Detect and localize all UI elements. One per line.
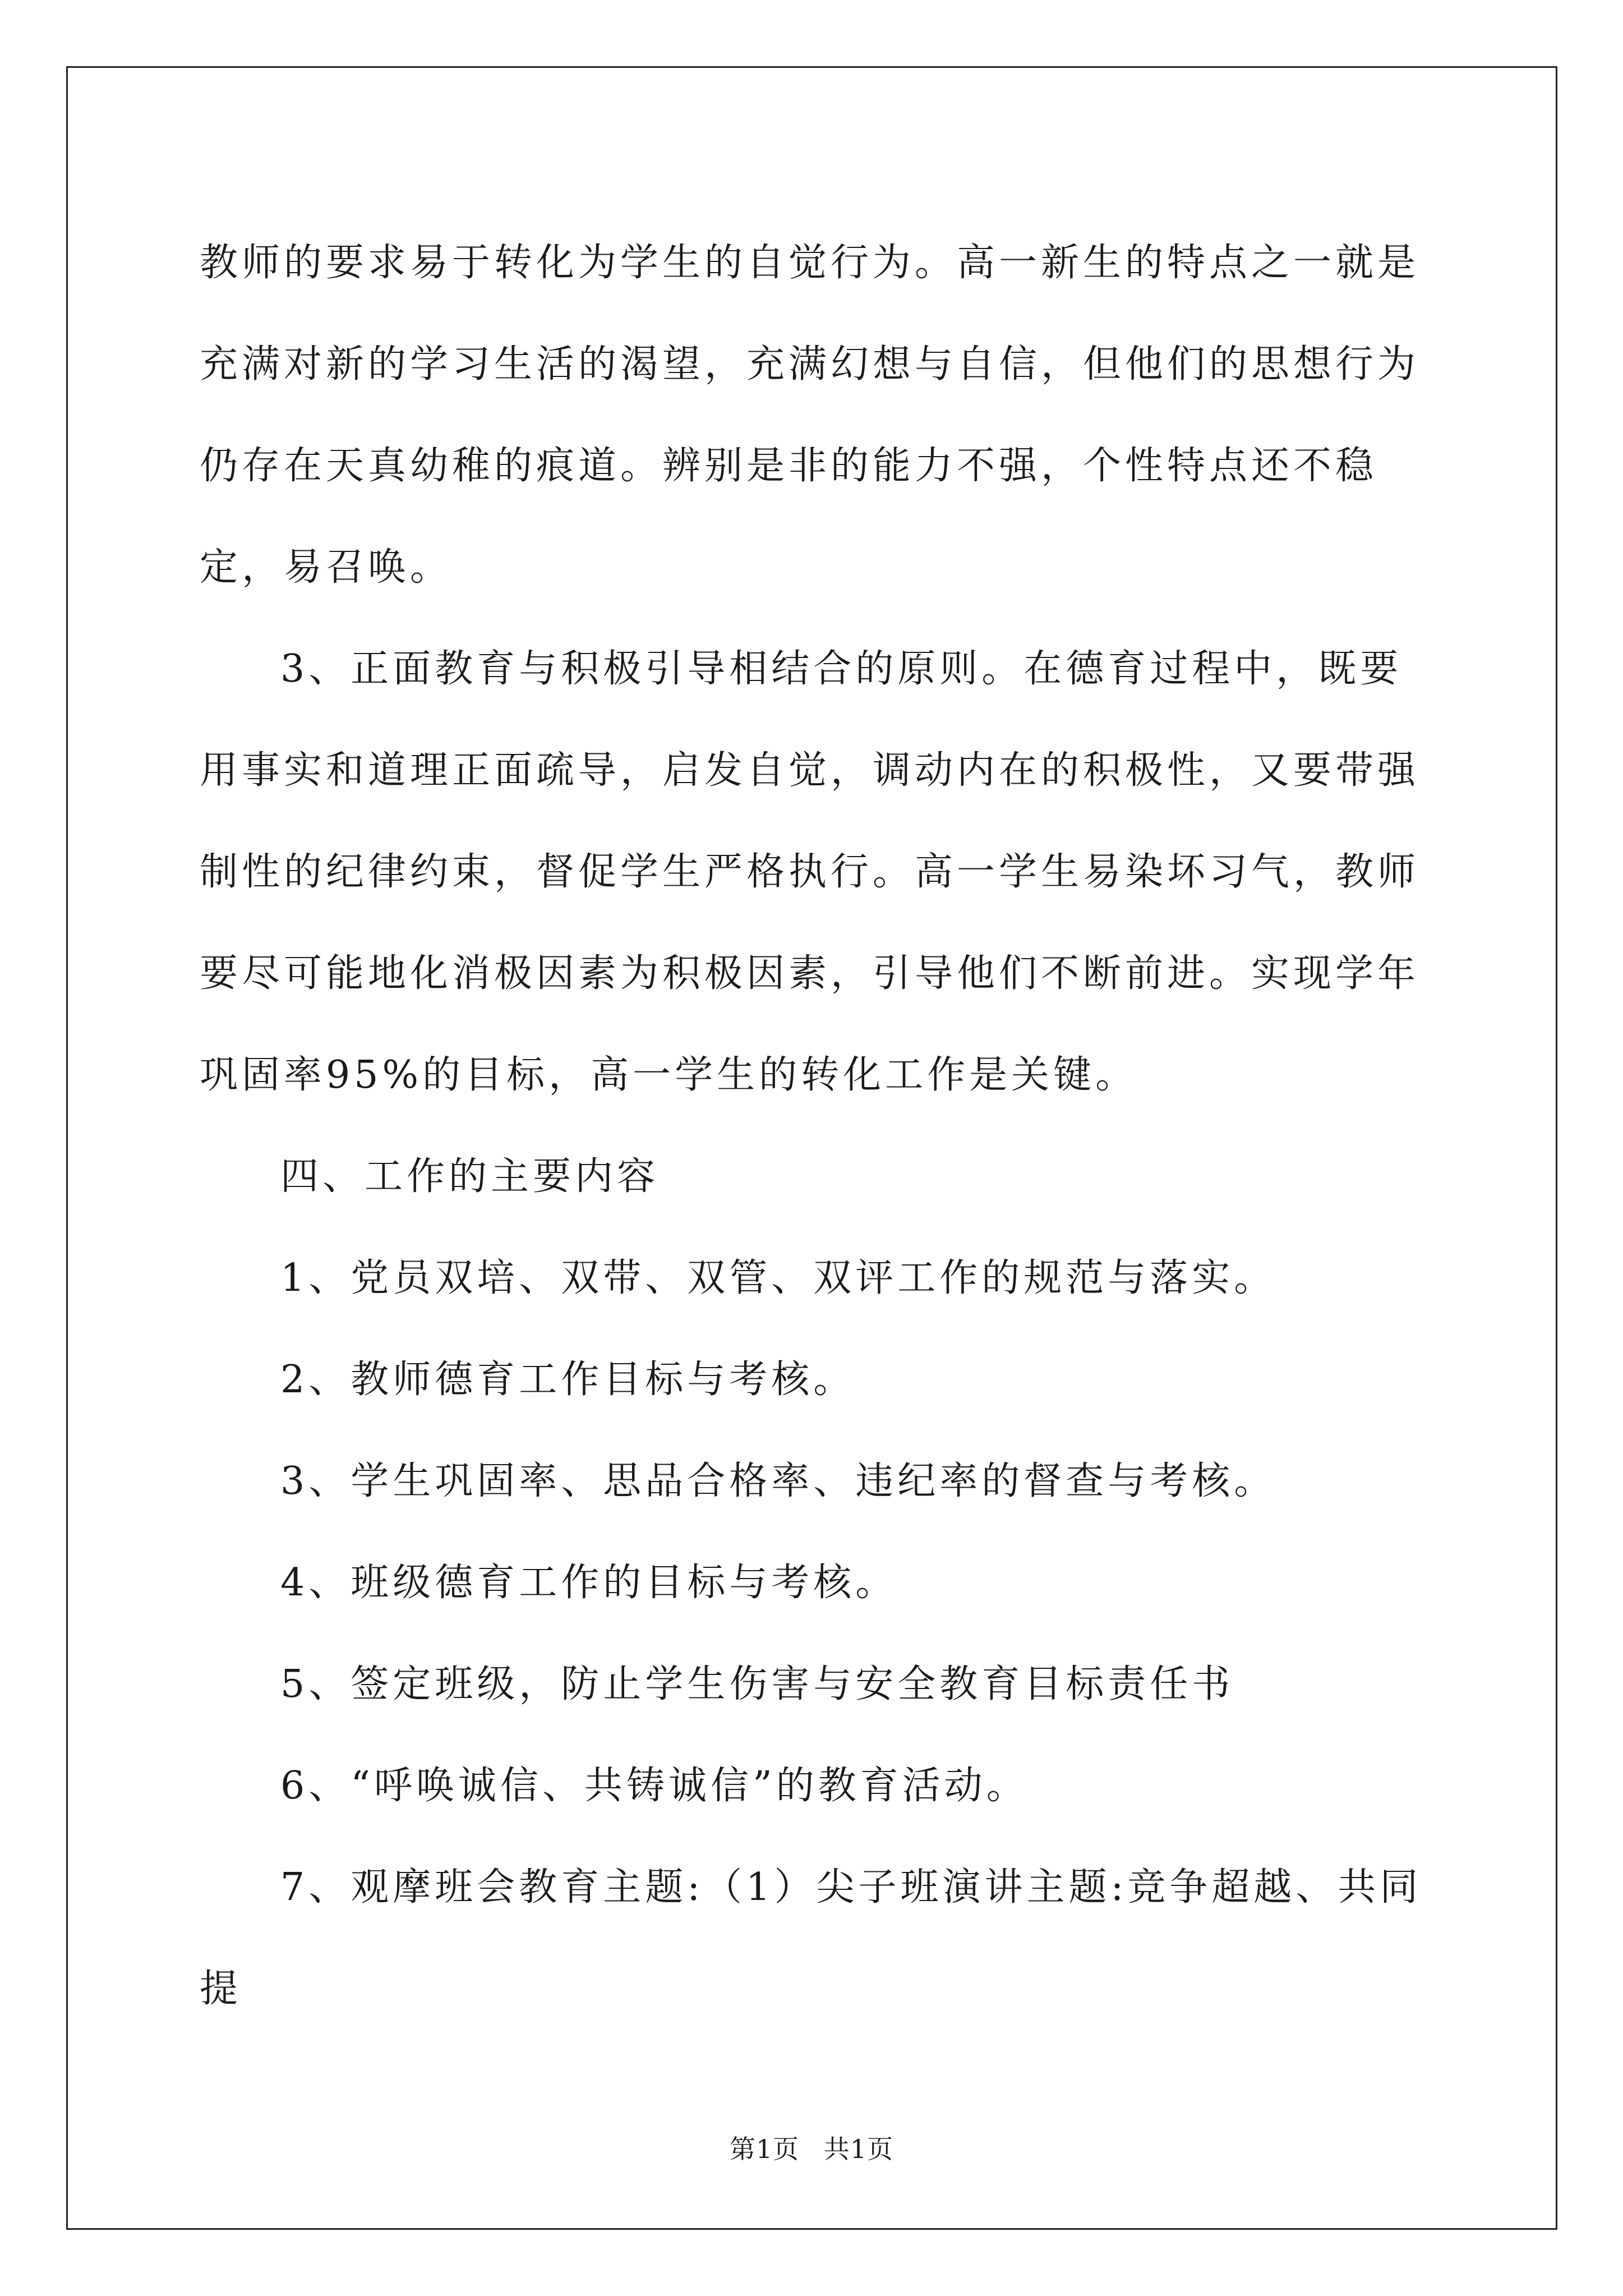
list-item: 4、班级德育工作的目标与考核。 [280, 1561, 898, 1605]
list-item: 7、观摩班会教育主题:（1）尖子班演讲主题:竞争超越、共同提 [200, 1865, 1422, 2011]
list-item: 3、学生巩固率、思品合格率、违纪率的督查与考核。 [280, 1459, 1276, 1503]
page-total: 共1页 [823, 2134, 894, 2164]
paragraph: 教师的要求易于转化为学生的自觉行为。高一新生的特点之一就是充满对新的学习生活的渴望，充满幻想与自信，但他们的思想行为仍存在天真幼稚的痕道。辨别是非的能力不强，个性特点还不稳定，易召唤。 [200, 241, 1420, 590]
document-body [200, 212, 1428, 2040]
section-heading: 四、工作的主要内容 [280, 1154, 660, 1199]
page-footer [0, 2129, 1623, 2166]
list-item: 2、教师德育工作目标与考核。 [280, 1358, 856, 1402]
list-item: 1、党员双培、双带、双管、双评工作的规范与落实。 [280, 1256, 1276, 1300]
paragraph: 3、正面教育与积极引导相结合的原则。在德育过程中，既要用事实和道理正面疏导，启发自觉，调动内在的积极性，又要带强制性的纪律约束，督促学生严格执行。高一学生易染坏习气，教师要尽可能地化消极因素为积极因素，引导他们不断前进。实现学年巩固率95%的目标，高一学生的转化工作是关键。 [200, 647, 1420, 1097]
list-item: 6、“呼唤诚信、共铸诚信”的教育活动。 [280, 1764, 1029, 1808]
page-number: 第1页 [729, 2134, 800, 2164]
list-item: 5、签定班级，防止学生伤害与安全教育目标责任书 [280, 1662, 1234, 1706]
